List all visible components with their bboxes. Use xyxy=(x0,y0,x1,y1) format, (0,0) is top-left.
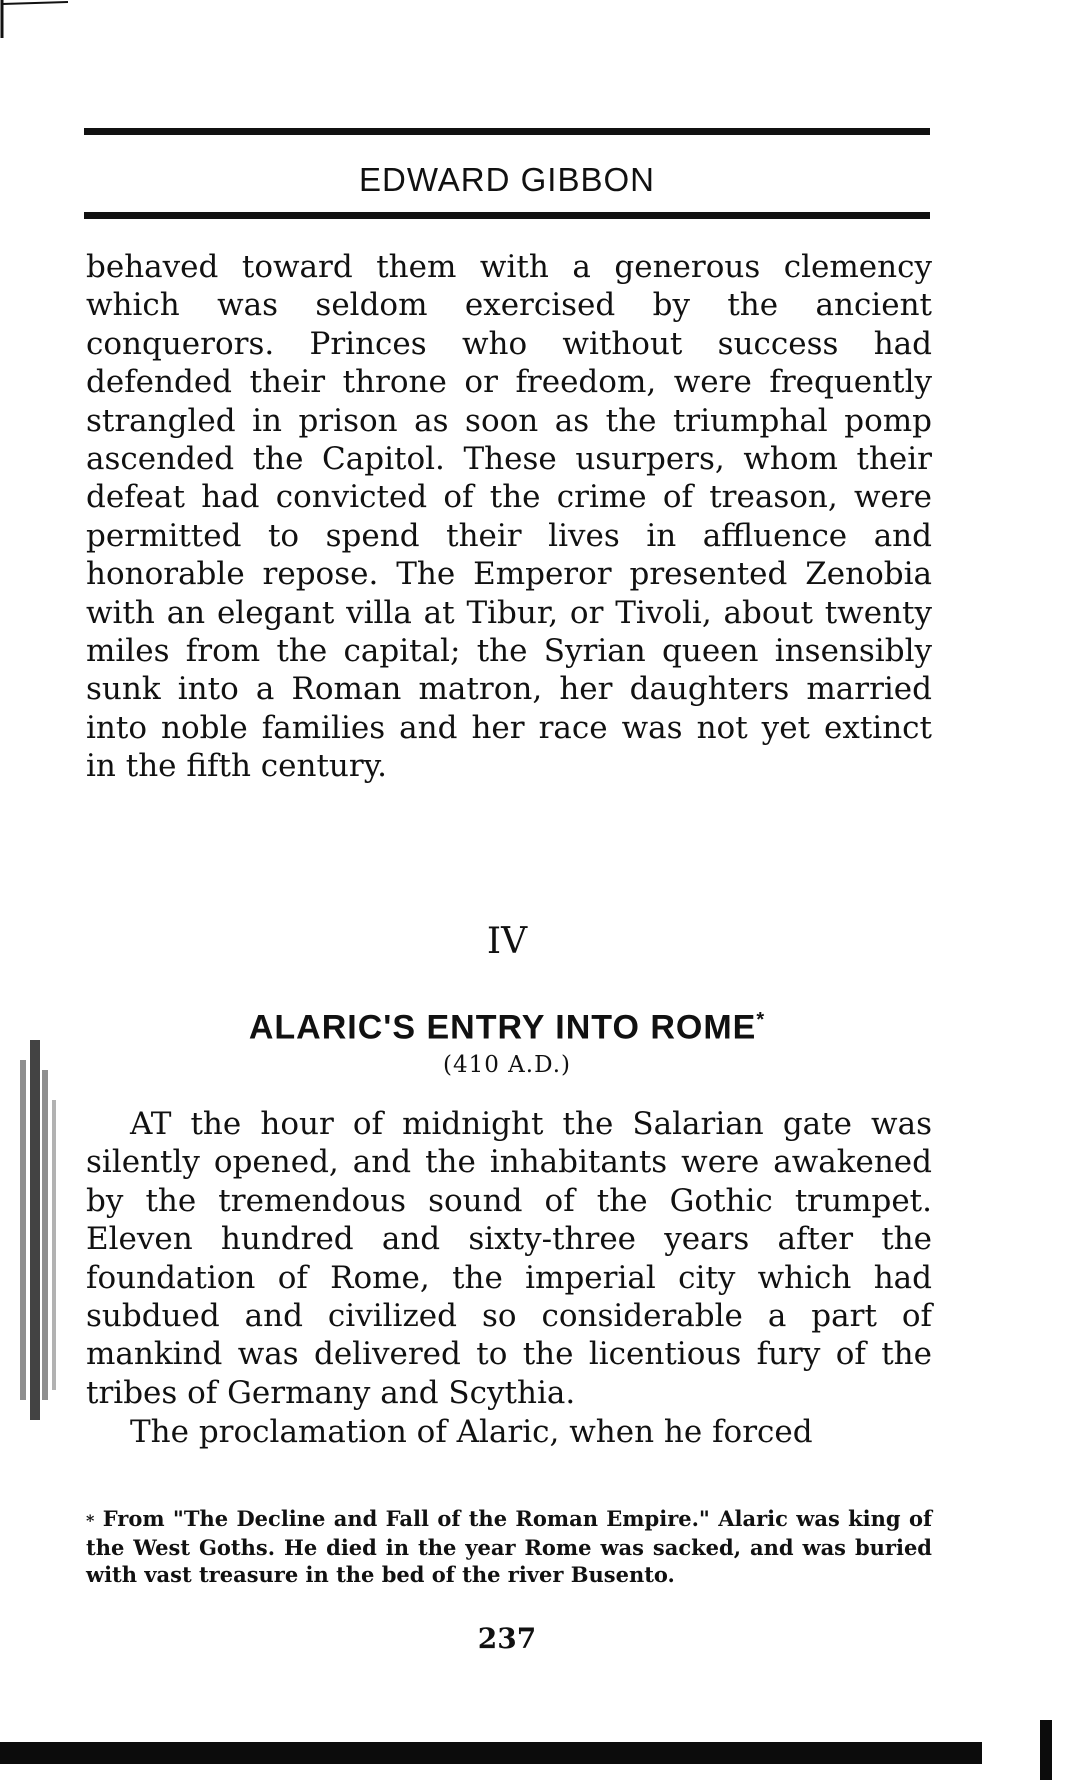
running-head: EDWARD GIBBON xyxy=(359,161,655,198)
section-number: IV xyxy=(486,921,528,962)
footnote xyxy=(86,1505,932,1588)
header-rule xyxy=(84,212,930,219)
scan-edge-stub xyxy=(1040,1720,1052,1780)
page-number: 237 xyxy=(477,1622,537,1655)
top-rule xyxy=(84,128,930,135)
paragraph-2: AT the hour of midnight the Salarian gate was silently opened, and the inhabitants were awakened by the tremendous sound of the Gothic trumpet. Eleven hundred and sixty-three years after the foundation of Rome, the imperial city which had subdued and civilized so considerable a part of mankind was delivered to the licentious fury of the tribes of Germany and Scythia. xyxy=(86,1106,932,1411)
page-corner-mark xyxy=(0,0,70,40)
paragraph-3: The proclamation of Alaric, when he forced xyxy=(130,1414,813,1450)
scan-bottom-edge xyxy=(0,1742,982,1764)
scan-margin-smudge xyxy=(14,1040,72,1420)
section-date: (410 A.D.) xyxy=(442,1052,571,1078)
footnote-marker: * xyxy=(86,1511,95,1530)
section-footnote-marker: * xyxy=(756,1009,766,1031)
section-title-text: ALARIC'S ENTRY INTO ROME xyxy=(248,1008,757,1047)
section-title xyxy=(84,1000,930,1047)
paragraph-1: behaved toward them with a generous clemency which was seldom exercised by the ancient conquerors. Princes who without success had defended their throne or freedom, were frequently strangled in prison as soon as the triumphal pomp ascended the Capitol. These usurpers, whom their defeat had convicted of the crime of treason, were permitted to spend their lives in affluence and honorable repose. The Emperor presented Zenobia with an elegant villa at Tibur, or Tivoli, about twenty miles from the capital; the Syrian queen insensibly sunk into a Roman matron, her daughters married into noble families and her race was not yet extinct in the fifth century. xyxy=(86,249,932,785)
footnote-text: From "The Decline and Fall of the Roman Empire." Alaric was king of the West Goths. He died in the year Rome was sacked, and was buried with vast treasure in the bed of the river Busento. xyxy=(86,1506,933,1587)
